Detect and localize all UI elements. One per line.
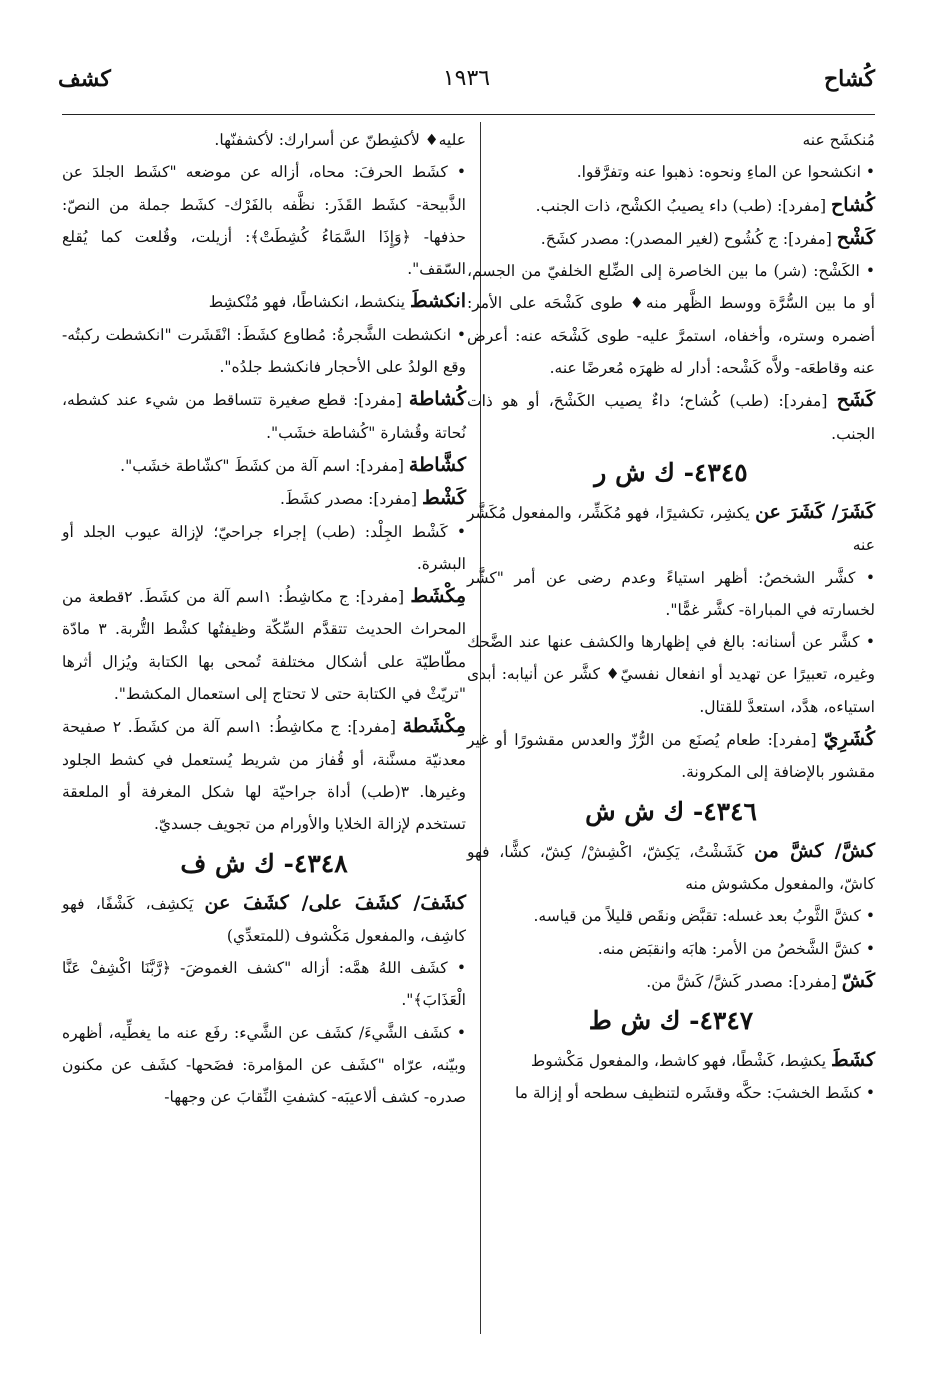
dictionary-entry [62,482,466,515]
definition-paragraph: • كشَّر عن أسنانه: بالغ في إظهارها والكشف عنها عند الضَّحك وغيره، تعبيرًا عن تهديد أو انفعال نفسيّ♦ كشَّر عن أنيابه: أبدى استياءه، هدَّد، استعدَّ للقتال. [467,633,875,716]
right-column [467,124,875,1110]
entry-headword: كُشاح [830,193,875,216]
left-column [62,124,466,1114]
entry-definition: [مفرد]: اسم آلة من كشَطَ "كشّاطة خشَب". [120,456,409,475]
running-head-left: كشف [58,66,111,92]
dictionary-entry [467,1044,875,1077]
definition-paragraph: • كشَّ الشَّخصُ من الأمر: هابَه وانقبَض منه. [597,939,875,958]
entry-definition: [مفرد]: (طب) كُشاح؛ داءٌ يصيب الكَشْحَ، أو هو ذات الجنب. [467,392,875,443]
page-number: ١٩٣٦ [442,66,491,91]
dictionary-entry [62,710,466,840]
entry-headword: كَشْح [836,226,875,249]
definition-paragraph: • كشَّ الثَّوبُ بعد غسله: تقبَّض ونقَص قليلاً من قياسه. [533,907,875,926]
entry-headword: مِكْشَطة [402,715,467,738]
definition-paragraph: عليه♦ لأكشِطنّ عن أسرارك: لأكشفنّها. [214,131,466,149]
definition-paragraph: • كشَّر الشخصُ: أظهر استياءً وعدم رضى عن أمر "كشَّر لخسارته في المباراة- كشَّر غمًّا". [467,568,875,619]
entry-definition: يكشِط، كَشْطًا، فهو كاشط، والمفعول مَكْشوط [530,1052,831,1071]
dictionary-entry [467,723,875,789]
root-heading: ٤٣٤٧- ك ش ط [588,1006,754,1036]
definition-paragraph: • انكشطت الشَّجرةُ: مُطاوع كشَطَ: انْقَشَرت "انكشطت ركبتُه- وقع الولدُ على الأحجار فانكشط جلدُه". [62,325,466,377]
dictionary-entry [62,285,466,318]
entry-headword: انكشطَ [409,290,466,313]
dictionary-entry [467,222,875,255]
definition-paragraph: • الكَشْح: (شر) ما بين الخاصرة إلى الضِّلع الخلفيّ من الجسم، أو ما بين السُّرَّة ووسط الظَّهر منه♦ طوى كَشْحَه على الأمر: أضمره وستره، وأخفاه، استمرَّ عليه- طوى كَشْحَه عنه: أعرض عنه وقاطعَه- ولاَّه كَشْحه: أدار له ظهرَه مُعرضًا عنه. [467,262,875,378]
root-heading: ٤٣٤٥- ك ش ر [594,457,748,487]
dictionary-entry [467,835,875,901]
entry-definition: [مفرد]: مصدر كشَطَ. [280,490,422,509]
entry-headword: كشَفَ/ كشَفَ على/ كشَفَ عن [204,891,466,914]
entry-definition: [مفرد]: مصدر كَشَّ/ كَشَّ من. [646,972,842,991]
definition-paragraph: • كشَط الحرفَ: محاه، أزاله عن موضعه "كشَط الجلدَ عن الذَّبيحة- كشَط القَذَر: نظَّفه بالفَرْك- كشَط جملة من النصّ: حذفها- ﴿وَإِذَا السَّمَاءُ كُشِطَتْ﴾: أزيلت، وقُلعت كما يُقلع السّقف". [62,163,466,279]
entry-headword: كَشْط [421,487,466,510]
entry-definition: [مفرد]: طعام يُصنَع من الرُّزّ والعدس مقشورًا أو غير مقشور بالإضافة إلى المكرونة. [467,731,875,782]
dictionary-entry [467,189,875,222]
definition-paragraph: • كَشْط الجِلْد: (طب) إجراء جراحيّ؛ لإزالة عيوب الجلد أو البشرة. [62,522,466,573]
dictionary-entry [62,449,466,482]
definition-paragraph: • انكشحوا عن الماءِ ونحوه: ذهبوا عنه وتفرَّقوا. [576,163,875,182]
entry-definition: [مفرد]: ج مكاشِطُ: ١اسم آلة من كشَطَ. ٢ صفيحة معدنيّة مسنَّنة، أو قُفاز من شريط يُستعمل في كشط الجلود وغيرها. ٣(طب) أداة جراحيّة لها شكل المغرفة أو الملعقة تستخدم لإزالة الخلايا والأورام من تجويف جسديّ. [62,718,466,834]
entry-headword: كَشَرَ/ كَشَرَ عن [755,500,875,523]
entry-definition: كَشَشْتُ، يَكِشّ، اكْشِشْ/ كِشّ، كشًّا، فهو كاشّ، والمفعول مكشوش منه [467,842,875,893]
entry-headword: كُشَرِيّ [823,728,875,751]
entry-headword: مِكْشَط [410,585,466,608]
definition-paragraph: مُنكشَح عنه [802,131,875,149]
definition-paragraph: • كشَف الشَّيءَ/ كشَف عن الشَّيء: رفَع عنه ما يغطِّيه، أظهره وبيّنه، عرّاه "كشَف عن المؤامرة: فضَحها- كشَف عن مكنون صدره- كشف ألاعيبَه- كشفتِ النِّقابَ عن وجهها- [62,1023,466,1107]
dictionary-entry [467,496,875,562]
entry-headword: كَشَح [836,389,875,412]
dictionary-entry [62,383,466,449]
running-head-right: كُشاح [823,66,875,92]
dictionary-entry [467,965,875,998]
entry-headword: كَشّ [841,969,875,992]
entry-headword: كشَطَ [830,1049,875,1072]
root-heading: ٤٣٤٦- ك ش ش [585,796,757,826]
dictionary-entry [62,887,466,953]
entry-definition: يكشِر، تكشيرًا، فهو مُكَشِّر، والمفعول مُكَشَّر عنه [467,503,875,555]
entry-definition: يَكشِف، كَشْفًا، فهو كاشِف، والمفعول مَكْشوف (للمتعدِّي) [62,894,466,945]
root-heading: ٤٣٤٨- ك ش ف [180,848,348,878]
definition-paragraph: • كشَف اللهُ همَّه: أزاله "كشف الغموضَ- ﴿رَّبَّنَا اكْشِفْ عَنَّا الْعَذَابَ﴾". [62,959,466,1010]
entry-headword: كشَّ/ كشَّ من [754,839,875,862]
entry-headword: كُشاطة [408,388,466,411]
dictionary-entry [467,384,875,450]
dictionary-entry [62,580,466,710]
entry-definition: [مفرد]: (طب) داء يصيبُ الكشْح، ذات الجنب. [535,196,831,215]
definition-paragraph: • كشَط الخشبَ: حكَّه وقشَره لتنظيف سطحه أو إزالة ما [514,1084,875,1103]
entry-definition: [مفرد]: ج مكاشِطُ: ١اسم آلة من كشَطَ. ٢قطعة من المحراث الحديث تتقدَّم السِّكّة وظيفتُها كشْط التُّربة. ٣ مادّة مطّاطيّة على أشكال مختلفة تُمحى بها الكتابة ويُزال أثرها "تريّثْ في الكتابة حتى لا تحتاج إلى استعمال المكشط". [62,588,466,704]
header-rule [62,114,875,115]
entry-headword: كشَّاطة [408,453,466,476]
entry-definition: [مفرد]: قطع صغيرة تتساقط من شيء عند كشطه، نُحاتة وقُشارة "كُشاطة خشَب". [62,391,466,442]
entry-definition: [مفرد]: ج كُشُوح (لغير المصدر): مصدر كشَحَ. [540,229,837,248]
entry-definition: ينكشط، انكشاطًا، فهو مُنْكشِط [208,293,410,312]
